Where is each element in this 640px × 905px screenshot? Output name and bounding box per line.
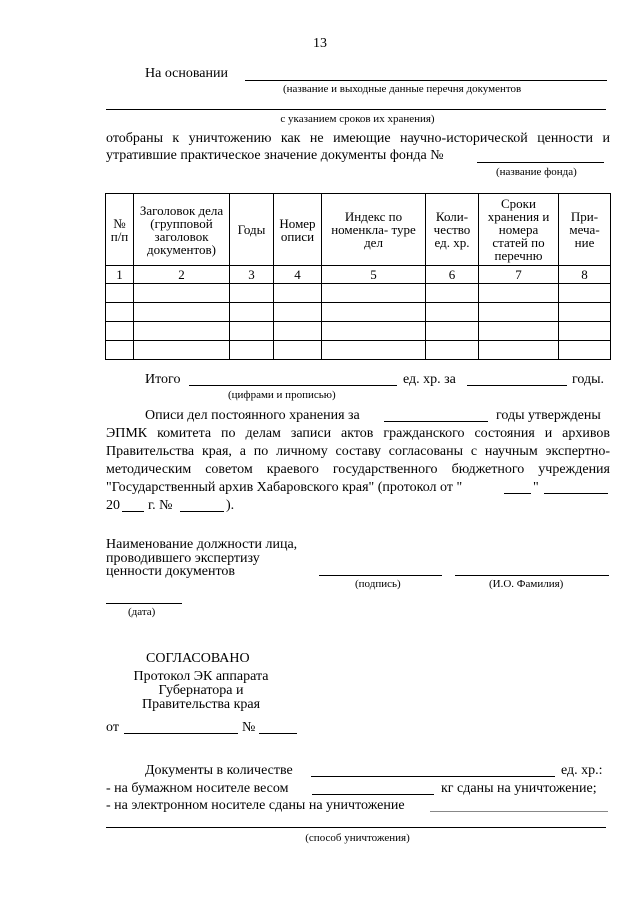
column-number: 1 [106,266,134,284]
total-label: Итого [145,372,181,387]
total-end: годы. [572,372,605,387]
agreed-title: СОГЛАСОВАНО [146,651,250,666]
protocol-number-line [180,511,224,512]
signature-caption: (подпись) [355,578,401,590]
full-name-line [455,575,609,576]
table-header-row [106,194,611,266]
electronic-line [430,811,608,812]
agreed-date-line [124,733,238,734]
approval-line-6-end: ). [226,498,235,513]
approval-years-line [384,421,488,422]
selection-line-1: отобраны к уничтожению как не имеющие научно-исторической ценности и [106,131,610,146]
approval-line-1-start: Описи дел постоянного хранения за [145,408,360,423]
column-number: 3 [230,266,274,284]
total-years-line [467,385,567,386]
table-header: Заголовок дела (групповой заголовок документов) [134,194,230,266]
column-number: 8 [559,266,611,284]
paper-weight-line [312,794,434,795]
page-number: 13 [313,36,327,51]
table-row [106,284,611,303]
documents-table [105,193,611,360]
agreed-line-3: Правительства края [141,697,261,712]
table-row [106,303,611,322]
basis-caption-2: с указанием сроков их хранения) [280,113,435,125]
approval-line-4: методическим советом краевого государственного бюджетного учреждения [106,462,610,477]
destruction-method-caption: (способ уничтожения) [305,832,410,844]
protocol-month-line [544,493,608,494]
approval-line-6-start: 20 [106,498,120,513]
agreed-from-label: от [106,720,119,735]
total-middle: ед. хр. за [403,372,456,387]
date-line [106,603,182,604]
column-number: 7 [479,266,559,284]
basis-line-1 [245,80,607,81]
date-caption: (дата) [128,606,156,618]
table-header: Номер описи [274,194,322,266]
column-number: 5 [322,266,426,284]
agreed-number-label: № [242,720,256,735]
agreed-line-2: Губернатора и [158,683,244,698]
approval-line-3: Правительства края, а по личному составу согласованы с научным экспертно- [106,444,610,459]
total-caption: (цифрами и прописью) [228,389,336,401]
basis-line-2 [106,109,606,110]
documents-line-1-end: ед. хр.: [561,763,603,778]
approval-line-5-start: "Государственный архив Хабаровского края" (протокол от " [106,480,463,495]
documents-line-2-end: кг сданы на уничтожение; [441,781,597,796]
column-number: 2 [134,266,230,284]
selection-line-2: утратившие практическое значение документы фонда № [106,148,444,163]
table-header: Годы [230,194,274,266]
table-header: Коли- чество ед. хр. [426,194,479,266]
signature-line [319,575,442,576]
approval-line-5-quote: " [533,480,539,495]
documents-line-1-start: Документы в количестве [145,763,293,778]
table-column-numbers-row [106,266,611,284]
table-row [106,341,611,360]
position-line-1: Наименование должности лица, [106,537,298,552]
position-line-2: проводившего экспертизу [106,551,260,566]
position-line-3: ценности документов [106,564,236,579]
protocol-day-line [504,493,531,494]
full-name-caption: (И.О. Фамилия) [489,578,564,590]
documents-line-3: - на электронном носителе сданы на уничтожение [106,798,405,813]
documents-line-2-start: - на бумажном носителе весом [106,781,289,796]
fund-name-line [477,162,604,163]
table-header: № п/п [106,194,134,266]
documents-quantity-line [311,776,555,777]
table-header: При- меча- ние [559,194,611,266]
approval-line-1-end: годы утверждены [496,408,601,423]
agreed-line-1: Протокол ЭК аппарата [133,669,269,684]
approval-line-6-middle: г. № [148,498,173,513]
column-number: 4 [274,266,322,284]
table-header: Сроки хранения и номера статей по перечню [479,194,559,266]
protocol-year-line [122,511,144,512]
basis-label: На основании [145,66,228,81]
table-row [106,322,611,341]
basis-caption-1: (название и выходные данные перечня документов [283,83,522,95]
agreed-number-line [259,733,297,734]
destruction-method-line [106,827,606,828]
table-header: Индекс по номенкла- туре дел [322,194,426,266]
total-amount-line [189,385,397,386]
approval-line-2: ЭПМК комитета по делам записи актов гражданского состояния и архивов [106,426,610,441]
column-number: 6 [426,266,479,284]
fund-name-caption: (название фонда) [496,166,577,178]
